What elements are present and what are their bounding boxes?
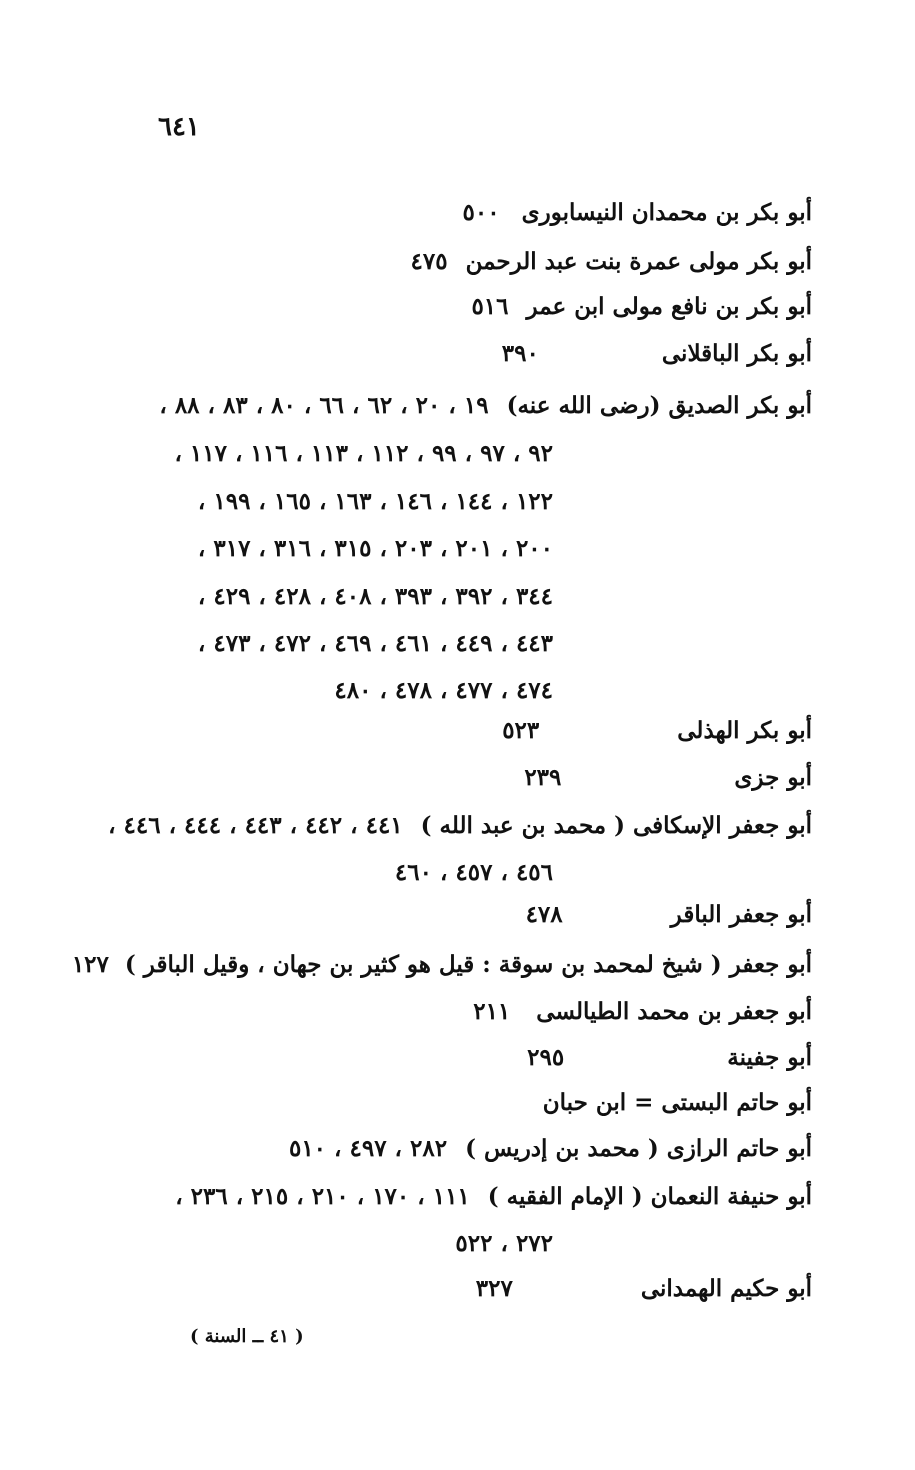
page-number: ٦٤١ — [158, 112, 200, 142]
entry-pages: ٤٧٨ — [525, 901, 563, 928]
entry-pages: ٤٤١ ، ٤٤٢ ، ٤٤٣ ، ٤٤٤ ، ٤٤٦ ، — [108, 812, 403, 839]
entry-pages: ٣٢٧ — [475, 1275, 513, 1302]
entry-name: أبو بكر بن نافع مولى ابن عمر — [526, 293, 812, 320]
index-entry — [289, 1128, 812, 1170]
entry-pages: ١٢٧ — [71, 951, 109, 978]
index-entry — [502, 710, 812, 752]
entry-pages: ١٩ ، ٢٠ ، ٦٢ ، ٦٦ ، ٨٠ ، ٨٣ ، ٨٨ ، — [159, 392, 489, 419]
entry-name: أبو جفينة — [727, 1044, 812, 1071]
entry-name: أبو حنيفة النعمان ( الإمام الفقيه ) — [487, 1183, 812, 1210]
index-entry — [527, 1037, 812, 1079]
entry-name: أبو حاتم البستى = ابن حبان — [542, 1089, 812, 1116]
index-entry — [526, 894, 812, 936]
entry-pages: ٤٧٥ — [410, 248, 448, 275]
index-entry — [524, 757, 812, 799]
index-entry — [476, 1268, 812, 1310]
index-entry — [410, 241, 812, 283]
entry-pages: ١١١ ، ١٧٠ ، ٢١٠ ، ٢١٥ ، ٢٣٦ ، — [175, 1183, 470, 1210]
entry-name: أبو حكيم الهمدانى — [640, 1275, 812, 1302]
entry-pages-continued: ٢٠٠ ، ٢٠١ ، ٢٠٣ ، ٣١٥ ، ٣١٦ ، ٣١٧ ، — [197, 535, 553, 562]
index-entry — [159, 385, 812, 427]
entry-name: أبو جعفر الإسكافى ( محمد بن عبد الله ) — [420, 812, 812, 839]
entry-pages-continued: ٣٤٤ ، ٣٩٢ ، ٣٩٣ ، ٤٠٨ ، ٤٢٨ ، ٤٢٩ ، — [197, 583, 553, 610]
entry-pages: ٥٢٣ — [502, 717, 540, 744]
entry-name: أبو جعفر الباقر — [670, 901, 812, 928]
entry-name: أبو جزى — [734, 764, 812, 791]
index-entry — [175, 1176, 812, 1218]
index-entry — [543, 1082, 812, 1124]
entry-pages: ٥١٦ — [471, 293, 509, 320]
entry-name: أبو بكر الباقلانى — [661, 340, 812, 367]
entry-pages: ٢٩٥ — [527, 1044, 565, 1071]
index-entry — [502, 333, 812, 375]
index-entry — [463, 192, 813, 234]
entry-pages-continued: ٤٧٤ ، ٤٧٧ ، ٤٧٨ ، ٤٨٠ — [334, 677, 553, 704]
entry-pages-continued: ٤٥٦ ، ٤٥٧ ، ٤٦٠ — [394, 859, 553, 886]
entry-name: أبو حاتم الرازى ( محمد بن إدريس ) — [465, 1135, 812, 1162]
entry-pages-continued: ٤٤٣ ، ٤٤٩ ، ٤٦١ ، ٤٦٩ ، ٤٧٢ ، ٤٧٣ ، — [197, 630, 553, 657]
entry-pages: ٥٠٠ — [462, 199, 500, 226]
entry-pages: ٢٣٩ — [524, 764, 562, 791]
entry-pages-continued: ٢٧٢ ، ٥٢٢ — [455, 1230, 553, 1257]
index-entry — [471, 286, 812, 328]
entry-pages: ٢٨٢ ، ٤٩٧ ، ٥١٠ — [288, 1135, 448, 1162]
entry-pages: ٣٩٠ — [501, 340, 539, 367]
signature-footer: ( ٤١ ــ السنة ) — [190, 1326, 304, 1347]
entry-name: أبو بكر الصديق (رضى الله عنه) — [506, 392, 812, 419]
entry-name: أبو بكر بن محمدان النيسابورى — [521, 199, 812, 226]
entry-pages-continued: ١٢٢ ، ١٤٤ ، ١٤٦ ، ١٦٣ ، ١٦٥ ، ١٩٩ ، — [197, 488, 553, 515]
entry-name: أبو جعفر ( شيخ لمحمد بن سوقة : قيل هو كثير بن جهان ، وقيل الباقر ) — [124, 951, 812, 978]
entry-pages: ٢١١ — [473, 998, 511, 1025]
entry-pages-continued: ٩٢ ، ٩٧ ، ٩٩ ، ١١٢ ، ١١٣ ، ١١٦ ، ١١٧ ، — [174, 440, 553, 467]
index-entry — [108, 805, 812, 847]
entry-name: أبو بكر مولى عمرة بنت عبد الرحمن — [465, 248, 812, 275]
index-entry — [473, 991, 812, 1033]
entry-name: أبو جعفر بن محمد الطيالسى — [536, 998, 812, 1025]
index-entry — [72, 944, 812, 986]
entry-name: أبو بكر الهذلى — [677, 717, 812, 744]
